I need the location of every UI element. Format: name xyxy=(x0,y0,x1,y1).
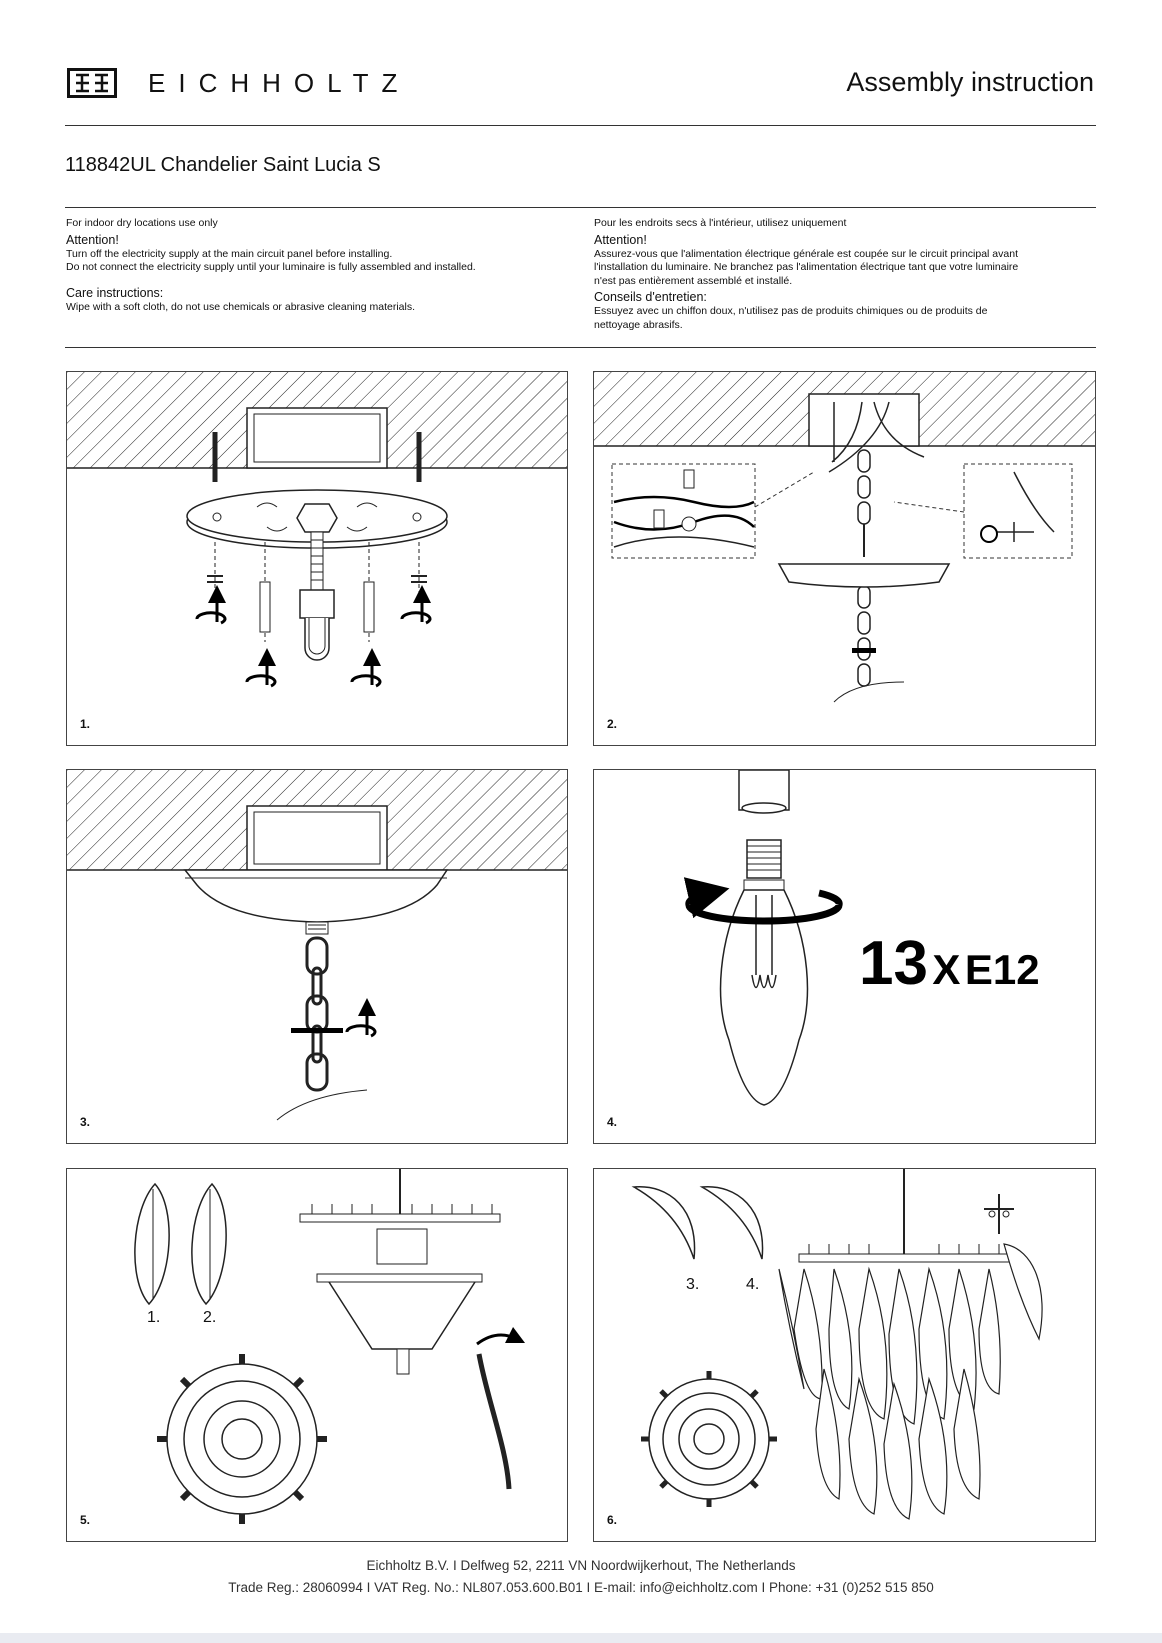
step-number: 4. xyxy=(607,1115,618,1129)
step-number: 2. xyxy=(607,717,618,731)
brand-name: EICHHOLTZ xyxy=(148,68,411,98)
step-number: 5. xyxy=(80,1513,91,1527)
step-2-panel xyxy=(593,371,1096,746)
bulb-quantity: 13 xyxy=(859,929,928,998)
leaf-attachment-diagram xyxy=(594,1169,1095,1541)
product-divider xyxy=(65,207,1096,208)
canopy-chain-diagram xyxy=(67,770,567,1143)
attention-heading: Attention! xyxy=(594,232,647,247)
attention-text: Turn off the electricity supply at the main circuit panel before installing. xyxy=(66,247,393,260)
care-text: Essuyez avec un chiffon doux, n'utilisez pas de produits chimiques ou de produits de xyxy=(594,305,988,317)
attention-text: Do not connect the electricity supply until your luminaire is fully assembled and installed. xyxy=(66,261,476,273)
document-title: Assembly instruction xyxy=(846,67,1094,97)
wiring-connection-diagram xyxy=(594,372,1095,745)
step-number: 1. xyxy=(80,717,91,731)
step-6-panel xyxy=(593,1168,1096,1542)
eichholtz-logo-icon xyxy=(67,68,117,98)
indoor-note: Pour les endroits secs à l'intérieur, utilisez uniquement xyxy=(594,217,847,229)
step-5-panel xyxy=(66,1168,568,1542)
part-label: 2. xyxy=(203,1309,217,1326)
indoor-note: For indoor dry locations use only xyxy=(66,217,218,229)
bulb-quantity-label xyxy=(859,928,1040,999)
notes-english xyxy=(66,217,566,314)
care-heading: Conseils d'entretien: xyxy=(594,290,707,304)
bulb-multiplier: X xyxy=(932,946,961,993)
attention-text: Assurez-vous que l'alimentation électrique générale est coupée sur le circuit principal avant xyxy=(594,247,1018,260)
bulb-type: E12 xyxy=(964,946,1040,993)
care-heading: Care instructions: xyxy=(66,285,164,300)
care-text: nettoyage abrasifs. xyxy=(594,318,683,331)
care-text: Wipe with a soft cloth, do not use chemicals or abrasive cleaning materials. xyxy=(66,300,415,313)
step-1-panel xyxy=(66,371,568,746)
attention-heading: Attention! xyxy=(66,232,119,247)
step-3-panel xyxy=(66,769,568,1144)
ceiling-plate-mounting-diagram xyxy=(67,372,567,745)
part-label: 3. xyxy=(686,1276,700,1293)
part-label: 4. xyxy=(746,1276,760,1293)
footer-address: Eichholtz B.V. I Delfweg 52, 2211 VN Noordwijkerhout, The Netherlands xyxy=(366,1558,796,1573)
part-label: 1. xyxy=(147,1309,161,1326)
notes-french xyxy=(594,217,1094,332)
attention-text: n'est pas entièrement assemblé et installé. xyxy=(594,274,793,287)
header-divider xyxy=(65,125,1096,126)
product-title: 118842UL Chandelier Saint Lucia S xyxy=(65,154,381,176)
step-number: 3. xyxy=(80,1115,91,1129)
step-4-panel xyxy=(593,769,1096,1144)
glass-leaf-frame-diagram xyxy=(67,1169,567,1541)
attention-text: l'installation du luminaire. Ne branchez pas l'alimentation électrique tant que votre luminaire xyxy=(594,261,1019,273)
footer-registration: Trade Reg.: 28060994 I VAT Reg. No.: NL807.053.600.B01 I E-mail: info@eichholtz.com I Phone: +31 (0)252 515 850 xyxy=(228,1580,934,1595)
notes-divider xyxy=(65,347,1096,348)
step-number: 6. xyxy=(607,1513,618,1527)
